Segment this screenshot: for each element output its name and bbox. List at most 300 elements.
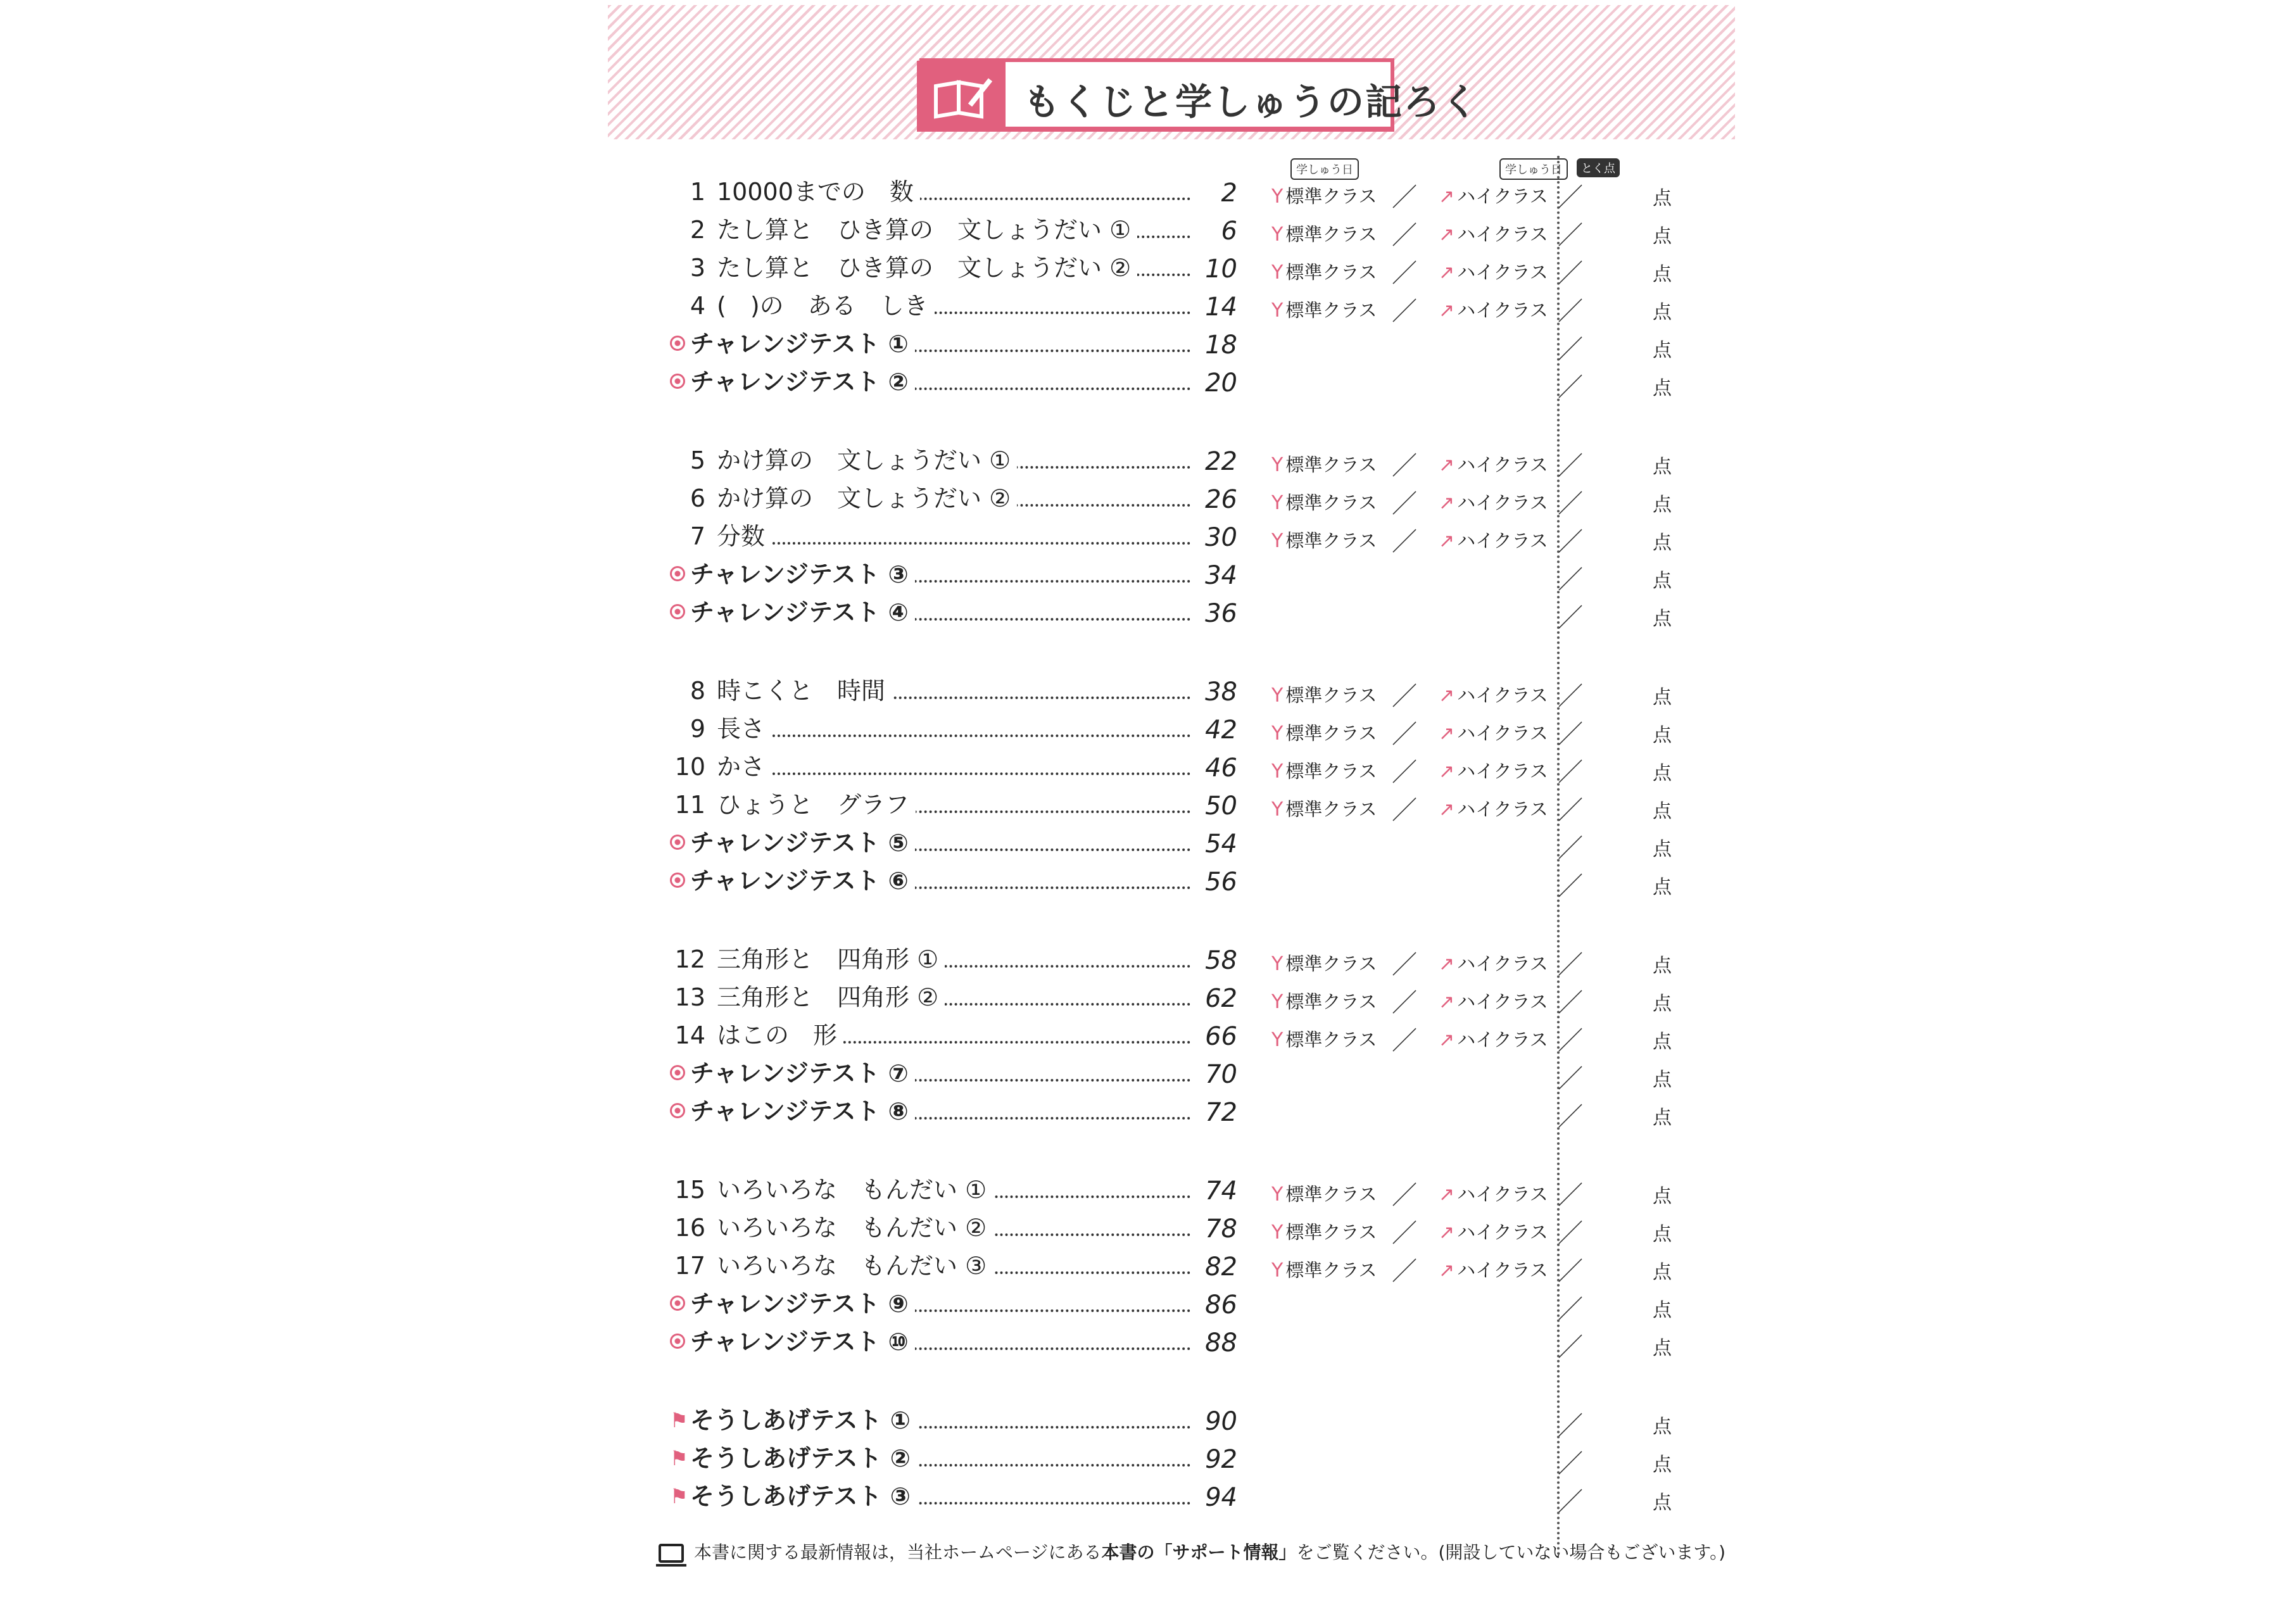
lesson-row xyxy=(665,1209,1672,1248)
item-title: かけ算の 文しょうだい ① xyxy=(717,442,1017,479)
standard-class-label xyxy=(1271,527,1377,553)
item-title: かさ xyxy=(717,748,771,785)
challenge-test-row xyxy=(665,594,1672,633)
toc-page xyxy=(608,0,1735,1621)
standard-class-text: 標準クラス xyxy=(1285,224,1377,245)
sprout-icon: Y xyxy=(1271,1183,1284,1206)
sprout-icon: Y xyxy=(1271,991,1284,1013)
date-slash[interactable]: ／ xyxy=(1558,720,1583,749)
sprout-icon: Y xyxy=(1271,186,1284,208)
date-slash[interactable]: ／ xyxy=(1558,603,1583,633)
sprout-icon: Y xyxy=(1271,760,1284,783)
standard-class-label xyxy=(1271,950,1377,976)
item-title: チャレンジテスト ⑦ xyxy=(690,1055,915,1092)
score-field[interactable]: 点 xyxy=(1653,608,1672,630)
score-field[interactable]: 点 xyxy=(1653,1031,1672,1053)
lesson-row xyxy=(665,748,1672,787)
item-title: そうしあげテスト ③ xyxy=(690,1478,917,1515)
score-field[interactable]: 点 xyxy=(1653,1185,1672,1208)
study-date-header: 学しゅう日 xyxy=(1290,158,1359,180)
high-class-label xyxy=(1439,719,1548,745)
page-number: 90 xyxy=(1192,1403,1237,1440)
target-icon xyxy=(670,1065,685,1080)
item-title: そうしあげテスト ① xyxy=(690,1402,917,1439)
lesson-row xyxy=(665,710,1672,749)
standard-class-label xyxy=(1271,757,1377,783)
lesson-row xyxy=(665,1017,1672,1056)
page-number: 94 xyxy=(1192,1479,1237,1516)
standard-class-text: 標準クラス xyxy=(1285,186,1377,207)
high-class-text: ハイクラス xyxy=(1457,300,1548,321)
standard-class-text: 標準クラス xyxy=(1285,1029,1377,1050)
item-title: チャレンジテスト ⑩ xyxy=(690,1323,915,1360)
high-class-text: ハイクラス xyxy=(1457,530,1548,552)
date-slash[interactable]: ／ xyxy=(1558,451,1583,481)
arrow-icon: ↗ xyxy=(1439,684,1455,707)
high-class-text: ハイクラス xyxy=(1457,798,1548,820)
high-class-label xyxy=(1439,1180,1548,1206)
target-icon xyxy=(670,1334,685,1349)
standard-class-label xyxy=(1271,182,1377,208)
date-slash[interactable]: ／ xyxy=(1558,565,1583,595)
sprout-icon: Y xyxy=(1271,722,1284,745)
page-number: 58 xyxy=(1192,942,1237,979)
arrow-icon: ↗ xyxy=(1439,1029,1455,1051)
date-slash[interactable]: ／ xyxy=(1558,1411,1583,1441)
date-slash[interactable]: ／ xyxy=(1392,259,1417,288)
score-field[interactable]: 点 xyxy=(1653,339,1672,362)
lesson-row xyxy=(665,1247,1672,1286)
page-number: 62 xyxy=(1192,980,1237,1017)
lesson-number: 4 xyxy=(690,292,705,320)
date-slash[interactable]: ／ xyxy=(1558,872,1583,901)
high-class-label xyxy=(1439,1026,1548,1052)
high-class-label xyxy=(1439,451,1548,477)
page-number: 10 xyxy=(1192,251,1237,287)
lesson-row xyxy=(665,1171,1672,1210)
date-slash[interactable]: ／ xyxy=(1558,1181,1583,1210)
flag-icon: ⚑ xyxy=(670,1446,688,1470)
arrow-icon: ↗ xyxy=(1439,454,1455,476)
date-slash[interactable]: ／ xyxy=(1392,1181,1417,1210)
challenge-test-row xyxy=(665,1093,1672,1132)
dot-leader xyxy=(747,773,1216,775)
high-class-label xyxy=(1439,182,1548,208)
arrow-icon: ↗ xyxy=(1439,991,1455,1013)
high-class-label xyxy=(1439,258,1548,284)
standard-class-text: 標準クラス xyxy=(1285,492,1377,514)
date-slash[interactable]: ／ xyxy=(1392,1026,1417,1056)
lesson-number: 2 xyxy=(690,216,705,244)
score-field[interactable]: 点 xyxy=(1653,800,1672,823)
standard-class-label xyxy=(1271,1256,1377,1282)
sprout-icon: Y xyxy=(1271,1221,1284,1244)
page-title: もくじと学しゅうの記ろく xyxy=(1023,80,1480,123)
lesson-number: 15 xyxy=(674,1176,705,1204)
score-field[interactable]: 点 xyxy=(1653,838,1672,861)
dot-leader xyxy=(747,542,1216,545)
standard-class-text: 標準クラス xyxy=(1285,530,1377,552)
standard-class-label xyxy=(1271,451,1377,477)
standard-class-label xyxy=(1271,795,1377,821)
high-class-label xyxy=(1439,489,1548,515)
standard-class-label xyxy=(1271,258,1377,284)
lesson-number: 5 xyxy=(690,446,705,474)
lesson-row xyxy=(665,173,1672,212)
high-class-label xyxy=(1439,527,1548,553)
challenge-test-row xyxy=(665,556,1672,595)
date-slash[interactable]: ／ xyxy=(1392,950,1417,980)
score-field[interactable]: 点 xyxy=(1653,876,1672,899)
score-field[interactable]: 点 xyxy=(1653,724,1672,747)
arrow-icon: ↗ xyxy=(1439,1259,1455,1282)
page-number: 78 xyxy=(1192,1211,1237,1247)
high-class-label xyxy=(1439,220,1548,246)
item-title: いろいろな もんだい ① xyxy=(717,1171,993,1208)
sprout-icon: Y xyxy=(1271,262,1284,284)
score-field[interactable]: 点 xyxy=(1653,494,1672,516)
date-slash[interactable]: ／ xyxy=(1558,758,1583,787)
target-icon xyxy=(670,873,685,888)
date-slash[interactable]: ／ xyxy=(1558,335,1583,364)
score-field[interactable]: 点 xyxy=(1653,456,1672,478)
item-title: はこの 形 xyxy=(717,1017,843,1054)
score-field[interactable]: 点 xyxy=(1653,225,1672,248)
challenge-test-row xyxy=(665,363,1672,402)
target-icon xyxy=(670,566,685,581)
lesson-row xyxy=(665,249,1672,288)
score-field[interactable]: 点 xyxy=(1653,1261,1672,1284)
standard-class-text: 標準クラス xyxy=(1285,1259,1377,1281)
sprout-icon: Y xyxy=(1271,798,1284,821)
score-field[interactable]: 点 xyxy=(1653,1299,1672,1321)
date-slash[interactable]: ／ xyxy=(1392,1257,1417,1286)
page-number: 82 xyxy=(1192,1249,1237,1285)
score-field[interactable]: 点 xyxy=(1653,263,1672,286)
date-slash[interactable]: ／ xyxy=(1558,1102,1583,1132)
date-slash[interactable]: ／ xyxy=(1392,988,1417,1018)
high-class-text: ハイクラス xyxy=(1457,1183,1548,1205)
date-slash[interactable]: ／ xyxy=(1392,297,1417,326)
computer-icon xyxy=(659,1544,684,1563)
item-title: チャレンジテスト ⑨ xyxy=(690,1285,915,1322)
date-slash[interactable]: ／ xyxy=(1558,834,1583,863)
target-icon xyxy=(670,336,685,351)
page-number: 22 xyxy=(1192,443,1237,480)
score-field[interactable]: 点 xyxy=(1653,955,1672,977)
date-slash[interactable]: ／ xyxy=(1558,682,1583,711)
score-field[interactable]: 点 xyxy=(1653,301,1672,324)
lesson-number: 11 xyxy=(674,791,705,819)
high-class-label xyxy=(1439,296,1548,322)
date-slash[interactable]: ／ xyxy=(1392,221,1417,250)
lesson-row xyxy=(665,672,1672,711)
score-field[interactable]: 点 xyxy=(1653,1223,1672,1246)
lesson-number: 17 xyxy=(674,1252,705,1280)
item-title: 長さ xyxy=(717,710,771,747)
lesson-number: 9 xyxy=(690,715,705,743)
challenge-test-row xyxy=(665,1323,1672,1362)
target-icon xyxy=(670,1296,685,1311)
sprout-icon: Y xyxy=(1271,1259,1284,1282)
date-slash[interactable]: ／ xyxy=(1392,527,1417,557)
date-slash[interactable]: ／ xyxy=(1392,758,1417,787)
date-slash[interactable]: ／ xyxy=(1392,682,1417,711)
target-icon xyxy=(670,604,685,619)
item-title: 時こくと 時間 xyxy=(717,672,892,709)
standard-class-text: 標準クラス xyxy=(1285,991,1377,1012)
high-class-label xyxy=(1439,795,1548,821)
high-class-label xyxy=(1439,757,1548,783)
lesson-row xyxy=(665,287,1672,326)
date-slash[interactable]: ／ xyxy=(1392,489,1417,519)
high-class-text: ハイクラス xyxy=(1457,1029,1548,1050)
score-header: とく点 xyxy=(1577,158,1620,177)
high-class-label xyxy=(1439,1218,1548,1244)
challenge-test-row xyxy=(665,824,1672,863)
lesson-number: 6 xyxy=(690,484,705,512)
lesson-number: 1 xyxy=(690,178,705,206)
page-number: 86 xyxy=(1192,1287,1237,1323)
page-number: 50 xyxy=(1192,788,1237,824)
arrow-icon: ↗ xyxy=(1439,300,1455,322)
arrow-icon: ↗ xyxy=(1439,722,1455,745)
standard-class-text: 標準クラス xyxy=(1285,1221,1377,1243)
score-field[interactable]: 点 xyxy=(1653,762,1672,785)
final-test-row xyxy=(665,1478,1672,1517)
sprout-icon: Y xyxy=(1271,953,1284,975)
standard-class-text: 標準クラス xyxy=(1285,953,1377,974)
date-slash[interactable]: ／ xyxy=(1558,1219,1583,1248)
high-class-text: ハイクラス xyxy=(1457,722,1548,744)
final-test-row xyxy=(665,1402,1672,1441)
standard-class-label xyxy=(1271,988,1377,1014)
date-slash[interactable]: ／ xyxy=(1558,796,1583,825)
high-class-text: ハイクラス xyxy=(1457,684,1548,706)
date-slash[interactable]: ／ xyxy=(1558,1257,1583,1286)
standard-class-text: 標準クラス xyxy=(1285,454,1377,476)
standard-class-text: 標準クラス xyxy=(1285,300,1377,321)
lesson-row xyxy=(665,786,1672,825)
lesson-number: 3 xyxy=(690,254,705,282)
item-title: そうしあげテスト ② xyxy=(690,1440,917,1477)
standard-class-label xyxy=(1271,681,1377,707)
page-number: 74 xyxy=(1192,1173,1237,1209)
high-class-text: ハイクラス xyxy=(1457,186,1548,207)
lesson-row xyxy=(665,480,1672,519)
item-title: 10000までの 数 xyxy=(717,173,920,210)
high-class-text: ハイクラス xyxy=(1457,262,1548,283)
page-number: 6 xyxy=(1192,213,1237,249)
date-slash[interactable]: ／ xyxy=(1392,183,1417,212)
final-test-row xyxy=(665,1440,1672,1479)
item-title: チャレンジテスト ⑥ xyxy=(690,862,915,899)
high-class-text: ハイクラス xyxy=(1457,224,1548,245)
lesson-number: 8 xyxy=(690,677,705,705)
score-field[interactable]: 点 xyxy=(1653,1337,1672,1359)
arrow-icon: ↗ xyxy=(1439,1183,1455,1206)
book-pencil-icon xyxy=(917,61,1006,132)
footer-text: 本書に関する最新情報は，当社ホームページにある xyxy=(694,1542,1102,1563)
date-slash[interactable]: ／ xyxy=(1558,1487,1583,1517)
page-number: 14 xyxy=(1192,289,1237,325)
arrow-icon: ↗ xyxy=(1439,760,1455,783)
page-number: 54 xyxy=(1192,826,1237,862)
standard-class-label xyxy=(1271,296,1377,322)
challenge-test-row xyxy=(665,1055,1672,1094)
standard-class-text: 標準クラス xyxy=(1285,760,1377,782)
target-icon xyxy=(670,835,685,850)
lesson-number: 7 xyxy=(690,522,705,550)
item-title: チャレンジテスト ⑤ xyxy=(690,824,915,861)
high-class-label xyxy=(1439,988,1548,1014)
challenge-test-row xyxy=(665,325,1672,364)
sprout-icon: Y xyxy=(1271,300,1284,322)
high-class-text: ハイクラス xyxy=(1457,991,1548,1012)
study-date-header: 学しゅう日 xyxy=(1499,158,1568,180)
sprout-icon: Y xyxy=(1271,684,1284,707)
high-class-label xyxy=(1439,681,1548,707)
score-field[interactable]: 点 xyxy=(1653,532,1672,554)
item-title: かけ算の 文しょうだい ② xyxy=(717,480,1017,517)
item-title: チャレンジテスト ⑧ xyxy=(690,1093,915,1130)
standard-class-label xyxy=(1271,1218,1377,1244)
score-field[interactable]: 点 xyxy=(1653,686,1672,709)
item-title: たし算と ひき算の 文しょうだい ① xyxy=(717,211,1137,248)
standard-class-text: 標準クラス xyxy=(1285,684,1377,706)
challenge-test-row xyxy=(665,1285,1672,1324)
score-field[interactable]: 点 xyxy=(1653,1107,1672,1129)
item-title: 三角形と 四角形 ② xyxy=(717,979,945,1016)
item-title: チャレンジテスト ④ xyxy=(690,594,915,631)
date-slash[interactable]: ／ xyxy=(1558,1026,1583,1056)
score-field[interactable]: 点 xyxy=(1653,1416,1672,1438)
arrow-icon: ↗ xyxy=(1439,798,1455,821)
date-slash[interactable]: ／ xyxy=(1558,527,1583,557)
item-title: 三角形と 四角形 ① xyxy=(717,941,945,978)
date-slash[interactable]: ／ xyxy=(1558,297,1583,326)
date-slash[interactable]: ／ xyxy=(1558,259,1583,288)
date-slash[interactable]: ／ xyxy=(1392,451,1417,481)
page-number: 88 xyxy=(1192,1325,1237,1361)
page-number: 30 xyxy=(1192,519,1237,556)
standard-class-text: 標準クラス xyxy=(1285,262,1377,283)
item-title: いろいろな もんだい ② xyxy=(717,1209,993,1246)
target-icon xyxy=(670,374,685,389)
score-field[interactable]: 点 xyxy=(1653,377,1672,400)
standard-class-label xyxy=(1271,1026,1377,1052)
page-number: 36 xyxy=(1192,595,1237,632)
sprout-icon: Y xyxy=(1271,492,1284,514)
target-icon xyxy=(670,1103,685,1118)
page-number: 56 xyxy=(1192,864,1237,900)
lesson-row xyxy=(665,979,1672,1018)
date-slash[interactable]: ／ xyxy=(1392,1219,1417,1248)
score-field[interactable]: 点 xyxy=(1653,1069,1672,1091)
page-number: 72 xyxy=(1192,1094,1237,1131)
footer-text: をご覧ください。(開設していない場合もございます。) xyxy=(1296,1542,1726,1563)
score-field[interactable]: 点 xyxy=(1653,1492,1672,1514)
item-title: チャレンジテスト ③ xyxy=(690,556,915,593)
score-field[interactable]: 点 xyxy=(1653,993,1672,1015)
date-slash[interactable]: ／ xyxy=(1558,1064,1583,1094)
page-number: 20 xyxy=(1192,365,1237,401)
lesson-number: 16 xyxy=(674,1214,705,1242)
lesson-row xyxy=(665,442,1672,481)
date-slash[interactable]: ／ xyxy=(1558,221,1583,250)
score-field[interactable]: 点 xyxy=(1653,570,1672,592)
high-class-label xyxy=(1439,1256,1548,1282)
page-number: 2 xyxy=(1192,175,1237,211)
page-number: 26 xyxy=(1192,481,1237,518)
date-slash[interactable]: ／ xyxy=(1558,1333,1583,1362)
lesson-number: 13 xyxy=(674,983,705,1011)
lesson-number: 10 xyxy=(674,753,705,781)
standard-class-label xyxy=(1271,220,1377,246)
date-slash[interactable]: ／ xyxy=(1392,720,1417,749)
item-title: いろいろな もんだい ③ xyxy=(717,1247,993,1284)
arrow-icon: ↗ xyxy=(1439,224,1455,246)
lesson-row xyxy=(665,518,1672,557)
item-title: たし算と ひき算の 文しょうだい ② xyxy=(717,249,1137,286)
page-number: 70 xyxy=(1192,1056,1237,1093)
date-slash[interactable]: ／ xyxy=(1558,373,1583,402)
sprout-icon: Y xyxy=(1271,1029,1284,1051)
page-number: 18 xyxy=(1192,327,1237,363)
score-field[interactable]: 点 xyxy=(1653,187,1672,210)
standard-class-label xyxy=(1271,1180,1377,1206)
sprout-icon: Y xyxy=(1271,530,1284,552)
flag-icon: ⚑ xyxy=(670,1484,688,1508)
arrow-icon: ↗ xyxy=(1439,262,1455,284)
high-class-text: ハイクラス xyxy=(1457,1259,1548,1281)
date-slash[interactable]: ／ xyxy=(1558,489,1583,519)
score-field[interactable]: 点 xyxy=(1653,1454,1672,1476)
item-title: ( )の ある しき xyxy=(717,287,935,324)
item-title: 分数 xyxy=(717,518,771,555)
footer-note xyxy=(659,1539,1725,1564)
flag-icon: ⚑ xyxy=(670,1408,688,1432)
date-slash[interactable]: ／ xyxy=(1558,988,1583,1018)
support-info-label: 本書の「サポート情報」 xyxy=(1101,1542,1297,1563)
page-number: 46 xyxy=(1192,750,1237,786)
lesson-row xyxy=(665,211,1672,250)
sprout-icon: Y xyxy=(1271,224,1284,246)
arrow-icon: ↗ xyxy=(1439,492,1455,514)
page-number: 92 xyxy=(1192,1441,1237,1478)
high-class-text: ハイクラス xyxy=(1457,492,1548,514)
standard-class-text: 標準クラス xyxy=(1285,798,1377,820)
standard-class-text: 標準クラス xyxy=(1285,1183,1377,1205)
standard-class-label xyxy=(1271,719,1377,745)
page-number: 66 xyxy=(1192,1018,1237,1055)
date-slash[interactable]: ／ xyxy=(1558,1295,1583,1324)
high-class-text: ハイクラス xyxy=(1457,1221,1548,1243)
date-slash[interactable]: ／ xyxy=(1558,1449,1583,1479)
page-number: 42 xyxy=(1192,712,1237,748)
item-title: チャレンジテスト ② xyxy=(690,363,915,400)
date-slash[interactable]: ／ xyxy=(1392,796,1417,825)
date-slash[interactable]: ／ xyxy=(1558,183,1583,212)
page-number: 34 xyxy=(1192,557,1237,594)
high-class-label xyxy=(1439,950,1548,976)
high-class-text: ハイクラス xyxy=(1457,953,1548,974)
date-slash[interactable]: ／ xyxy=(1558,950,1583,980)
high-class-text: ハイクラス xyxy=(1457,760,1548,782)
lesson-number: 14 xyxy=(674,1021,705,1049)
standard-class-label xyxy=(1271,489,1377,515)
arrow-icon: ↗ xyxy=(1439,953,1455,975)
